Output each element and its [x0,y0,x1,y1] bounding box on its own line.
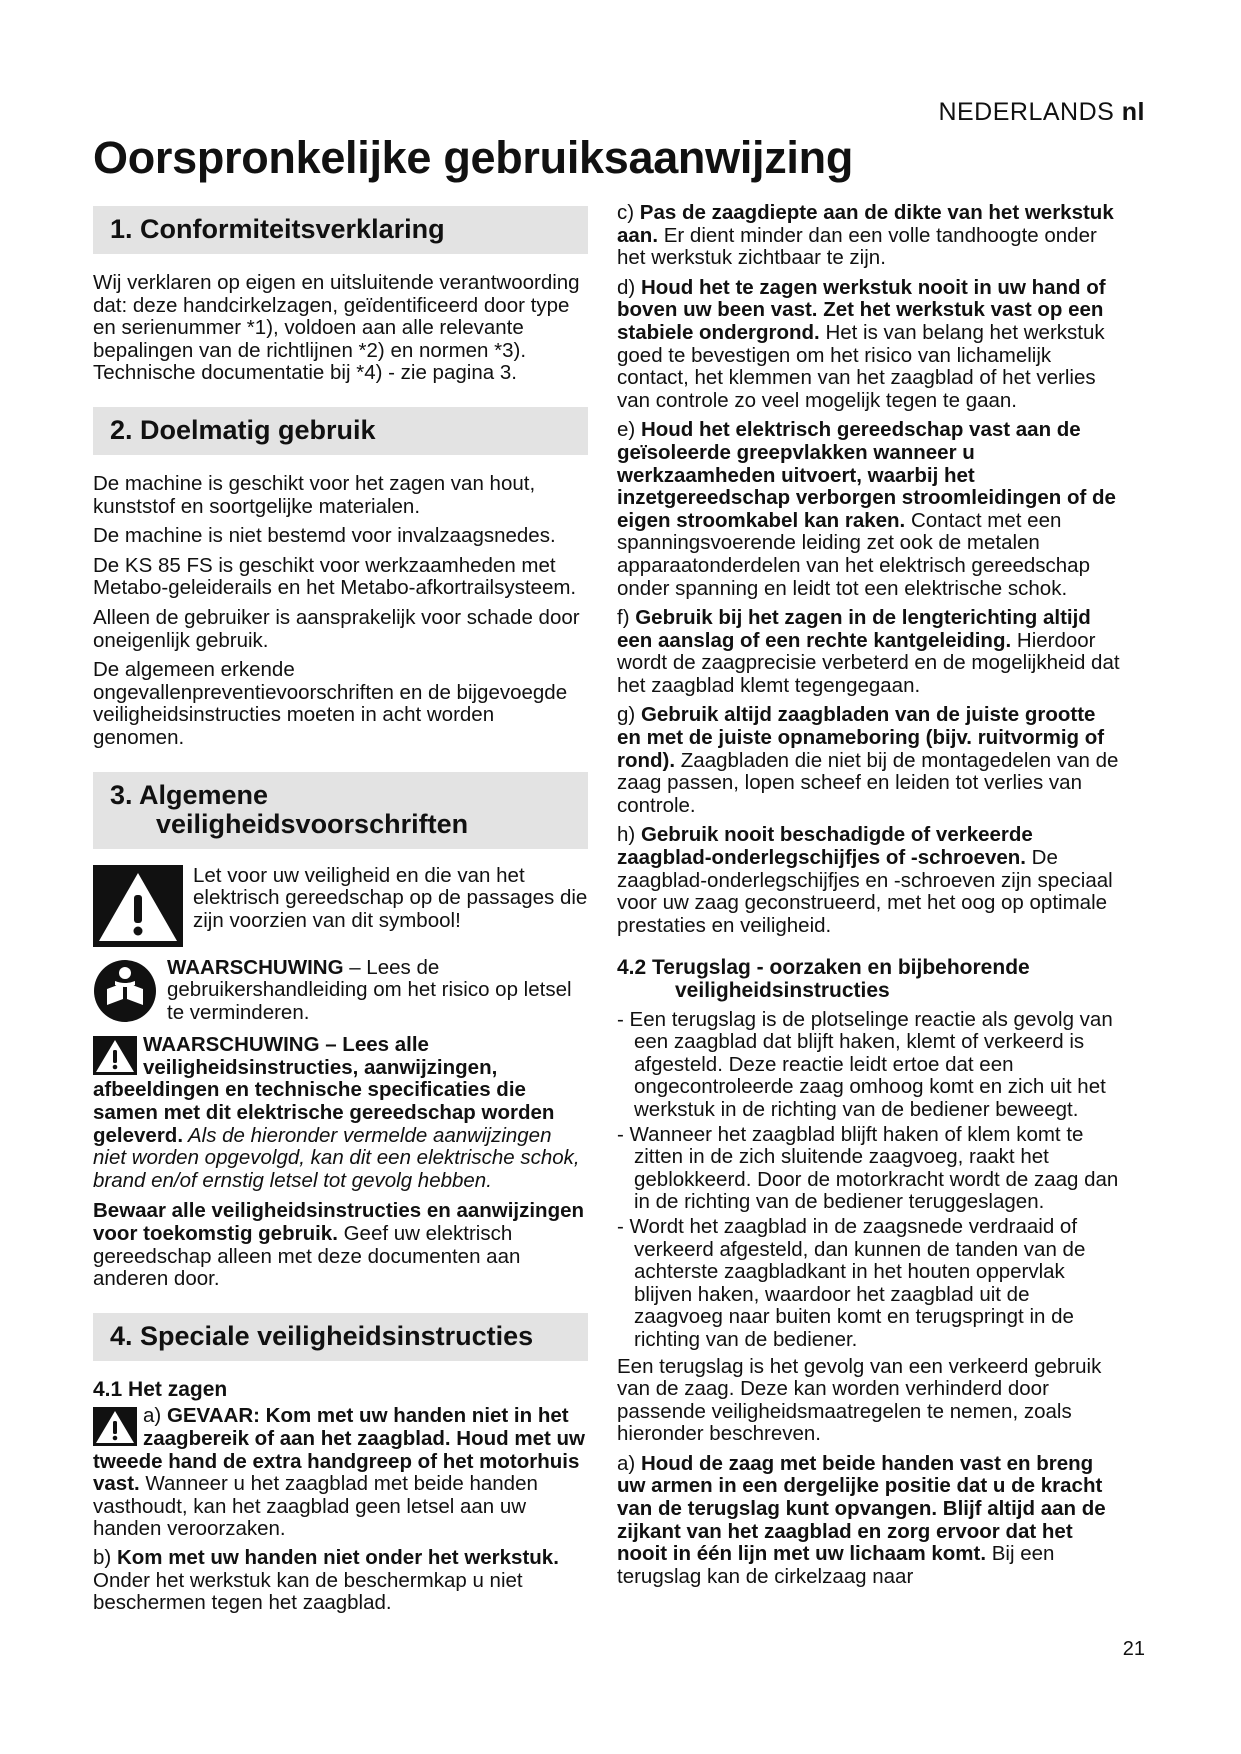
instruction-c-bold: Pas de zaagdiepte aan de dikte van het werkstuk aan. [617,201,1114,247]
kickback-instruction-a-text: Bij een terugslag kan de cirkelzaag naar [617,1542,1055,1588]
subsection-4-2-heading [617,957,1122,1002]
instruction-f: f) Gebruik bij het zagen in de lengterichting altijd een aanslag of een rechte kantgeleiding. Hierdoor wordt de zaagprecisie verbeterd en de mogelijkheid dat het zaagblad klemt tegengegaan. [617,606,1120,697]
instruction-f-bold: Gebruik bij het zagen in de lengterichting altijd een aanslag of een rechte kantgeleiding. [617,606,1091,652]
warning-triangle-icon [93,1407,137,1446]
instruction-g-bold: Gebruik altijd zaagbladen van de juiste grootte en met de juiste opnameboring (bijv. ruitvormig of rond). [617,703,1105,772]
instruction-e: e) Houd het elektrisch gereedschap vast aan de geïsoleerde greepvlakken wanneer u werkzaamheden uitvoert, waarbij het inzetgereedschap verborgen stroomleidingen of de eigen stroomkabel kan raken. Contact met een spanningsvoerende leiding zet ook de metalen apparaatonderdelen van het elektrisch gereedschap onder spanning en leidt tot een elektrische schok. [617,418,1116,600]
instruction-c-text: Er dient minder dan een volle tandhoogte onder het werkstuk zichtbaar te zijn. [617,223,1097,270]
section-2-text-5: De algemeen erkende ongevallenpreventievoorschriften en de bijgevoegde veiligheidsinstructies moeten in acht worden genomen. [93,658,568,749]
instruction-d-bold: Houd het te zagen werkstuk nooit in uw hand of boven uw been vast. Zet het werkstuk vast op een stabiele ondergrond. [617,275,1106,344]
language-code: nl [1121,98,1145,126]
language-name: NEDERLANDS [938,98,1115,126]
section-2-text-1: De machine is geschikt voor het zagen van hout, kunststof en soortgelijke materialen. [93,471,536,518]
instruction-a-text: Wanneer u het zaagblad met beide handen vasthoudt, kan het zaagblad geen letsel aan uw handen veroorzaken. [93,1472,538,1541]
general-warning [93,1034,588,1192]
instruction-d-text: Het is van belang het werkstuk goed te bevestigen om het risico van lichamelijk contact, het klemmen van het zaagblad of het verlies van controle zo veel mogelijk tegen te gaan. [617,320,1105,412]
warning-triangle-icon [93,865,183,947]
section-2-text-3: De KS 85 FS is geschikt voor werkzaamheden met Metabo-geleiderails en het Metabo-afkortrailsysteem. [93,553,577,600]
safety-symbol-text: Let voor uw veiligheid en die van het elektrisch gereedschap op de passages die zijn voorzien van dit symbool! [193,863,588,932]
safety-symbol-note [93,865,588,947]
section-3-heading-line2: veiligheidsvoorschriften [156,808,469,839]
kickback-cause-2: - Wanneer het zaagblad blijft haken of klem komt te zitten in de zich sluitende zaagvoeg, raakt het geblokkeerd. Door de motorkracht wordt de zaag dan in de richting van de bediener teruggeslagen. [617,1122,1119,1214]
instruction-h-bold: Gebruik nooit beschadigde of verkeerde zaagblad-onderlegschijfjes of -schroeven. [617,823,1033,870]
read-manual-icon [93,959,157,1023]
kickback-instruction-a-bold: Houd de zaag met beide handen vast en breng uw armen in een dergelijke positie dat u de kracht van de terugslag kunt opvangen. Blijf altijd aan de zijkant van het zaagblad en zorg ervoor dat het nooit in één lijn met uw lichaam komt. [617,1451,1106,1566]
page-title: Oorspronkelijke gebruiksaanwijzing [93,132,854,183]
keep-instructions-bold: Bewaar alle veiligheidsinstructies en aanwijzingen voor toekomstig gebruik. [93,1199,585,1246]
left-column [93,206,588,1622]
manual-warning-text: – Lees de gebruikershandleiding om het risico op letsel te verminderen. [167,955,572,1024]
subsection-4-2-line1: 4.2 Terugslag - oorzaken en bijbehorende [617,956,1030,980]
section-3-heading-line1: 3. Algemene [110,779,269,810]
instruction-d: d) Houd het te zagen werkstuk nooit in uw hand of boven uw been vast. Zet het werkstuk vast op een stabiele ondergrond. Het is van belang het werkstuk goed te bevestigen om het risico van lichamelijk contact, het klemmen van het zaagblad of het verlies van controle zo veel mogelijk tegen te gaan. [617,275,1106,412]
instruction-h: h) Gebruik nooit beschadigde of verkeerde zaagblad-onderlegschijfjes of -schroeven. De zaagblad-onderlegschijfjes en -schroeven zijn speciaal voor uw zaag geconstrueerd, met het oog op optimale prestaties en veiligheid. [617,823,1113,937]
section-2-text-2: De machine is niet bestemd voor invalzaagsnedes. [93,524,556,548]
language-label [938,98,1145,127]
section-4-heading: 4. Speciale veiligheidsinstructies [93,1313,588,1361]
instruction-b-text: Onder het werkstuk kan de beschermkap u niet beschermen tegen het zaagblad. [93,1568,523,1615]
section-2-text-4: Alleen de gebruiker is aansprakelijk voor schade door oneigenlijk gebruik. [93,605,580,652]
instruction-e-bold: Houd het elektrisch gereedschap vast aan de geïsoleerde greepvlakken wanneer u werkzaamheden uitvoert, waarbij het inzetgereedschap verborgen stroomleidingen of de eigen stroomkabel kan raken. [617,418,1116,532]
subsection-4-1-heading: 4.1 Het zagen [93,1377,228,1401]
keep-instructions-text: Geef uw elektrisch gereedschap alleen met deze documenten aan anderen door. [93,1222,521,1291]
keep-instructions [93,1200,588,1290]
instruction-f-text: Hierdoor wordt de zaagprecisie verbeterd en de mogelijkheid dat het zaagblad klemt tegengegaan. [617,628,1120,697]
page-number: 21 [1122,1638,1145,1660]
section-1-heading: 1. Conformiteitsverklaring [93,206,588,254]
instruction-c: c) Pas de zaagdiepte aan de dikte van het werkstuk aan. Er dient minder dan een volle tandhoogte onder het werkstuk zichtbaar te zijn. [617,201,1114,270]
manual-warning-label: WAARSCHUWING [167,955,344,979]
instruction-a: a) GEVAAR: Kom met uw handen niet in het zaagbereik of aan het zaagblad. Houd met uw tweede hand de extra handgreep of het motorhuis vast. Wanneer u het zaagblad met beide handen vasthoudt, kan het zaagblad geen letsel aan uw handen veroorzaken. [93,1404,585,1541]
subsection-4-2-line2: veiligheidsinstructies [675,979,890,1002]
instruction-g: g) Gebruik altijd zaagbladen van de juiste grootte en met de juiste opnameboring (bijv. ruitvormig of rond). Zaagbladen die niet bij de montagedelen van de zaag passen, lopen scheef en leiden tot verlies van controle. [617,703,1119,817]
section-2-heading: 2. Doelmatig gebruik [93,407,588,455]
instruction-g-text: Zaagbladen die niet bij de montagedelen van de zaag passen, lopen scheef en leiden tot verlies van controle. [617,748,1119,817]
instruction-b-bold: Kom met uw handen niet onder het werkstuk. [116,1545,559,1569]
general-warning-italic: Als de hieronder vermelde aanwijzingen niet worden opgevolgd, kan dit een elektrische schok, brand en/of ernstig letsel tot gevolg hebben. [93,1123,580,1192]
kickback-cause-3: - Wordt het zaagblad in de zaagsnede verdraaid of verkeerd afgesteld, dan kunnen de tanden van de achterste zaagbladkant in het houten oppervlak blijven haken, waardoor het zaagblad uit de zaagvoeg naar buiten komt en terugspringt in de richting van de bediener. [617,1214,1086,1351]
section-3-heading [93,772,588,849]
kickback-instruction-a: a) Houd de zaag met beide handen vast en breng uw armen in een dergelijke positie dat u de kracht van de terugslag kunt opvangen. Blijf altijd aan de zijkant van het zaagblad en zorg ervoor dat het nooit in één lijn met uw lichaam komt. Bij een terugslag kan de cirkelzaag naar [617,1451,1106,1588]
instruction-b: b) Kom met uw handen niet onder het werkstuk. Onder het werkstuk kan de beschermkap u niet beschermen tegen het zaagblad. [93,1545,559,1615]
instruction-a-bold: GEVAAR: Kom met uw handen niet in het zaagbereik of aan het zaagblad. Houd met uw tweede hand de extra handgreep of het motorhuis vast. [93,1404,585,1496]
manual-warning [93,957,588,1025]
warning-triangle-icon [93,1036,137,1075]
instruction-e-text: Contact met een spanningsvoerende leiding zet ook de metalen apparaatonderdelen van het elektrisch gereedschap onder spanning en leidt tot een elektrische schok. [617,508,1090,600]
instruction-h-text: De zaagblad-onderlegschijfjes en -schroeven zijn speciaal voor uw zaag geconstrueerd, met het oog op optimale prestaties en veiligheid. [617,846,1113,937]
kickback-cause-1: - Een terugslag is de plotselinge reactie als gevolg van een zaagblad dat blijft haken, klemt of verkeerd is afgesteld. Deze reactie leidt ertoe dat een ongecontroleerde zaag omhoog komt en zich uit het werkstuk in de richting van de bediener beweegt. [617,1007,1113,1121]
general-warning-bold: WAARSCHUWING – Lees alle veiligheidsinstructies, aanwijzingen, afbeeldingen en technische specificaties die samen met dit elektrische gereedschap worden geleverd. [93,1033,555,1147]
right-column [617,202,1122,1595]
kickback-summary: Een terugslag is het gevolg van een verkeerd gebruik van de zaag. Deze kan worden verhinderd door passende veiligheidsmaatregelen te nemen, zoals hieronder beschreven. [617,1354,1102,1446]
section-1-text: Wij verklaren op eigen en uitsluitende verantwoording dat: deze handcirkelzagen, geïdentificeerd door type en serienummer *1), voldoen aan alle relevante bepalingen van de richtlijnen *2) en normen *3). Technische documentatie bij *4) - zie pagina 3. [93,271,580,385]
